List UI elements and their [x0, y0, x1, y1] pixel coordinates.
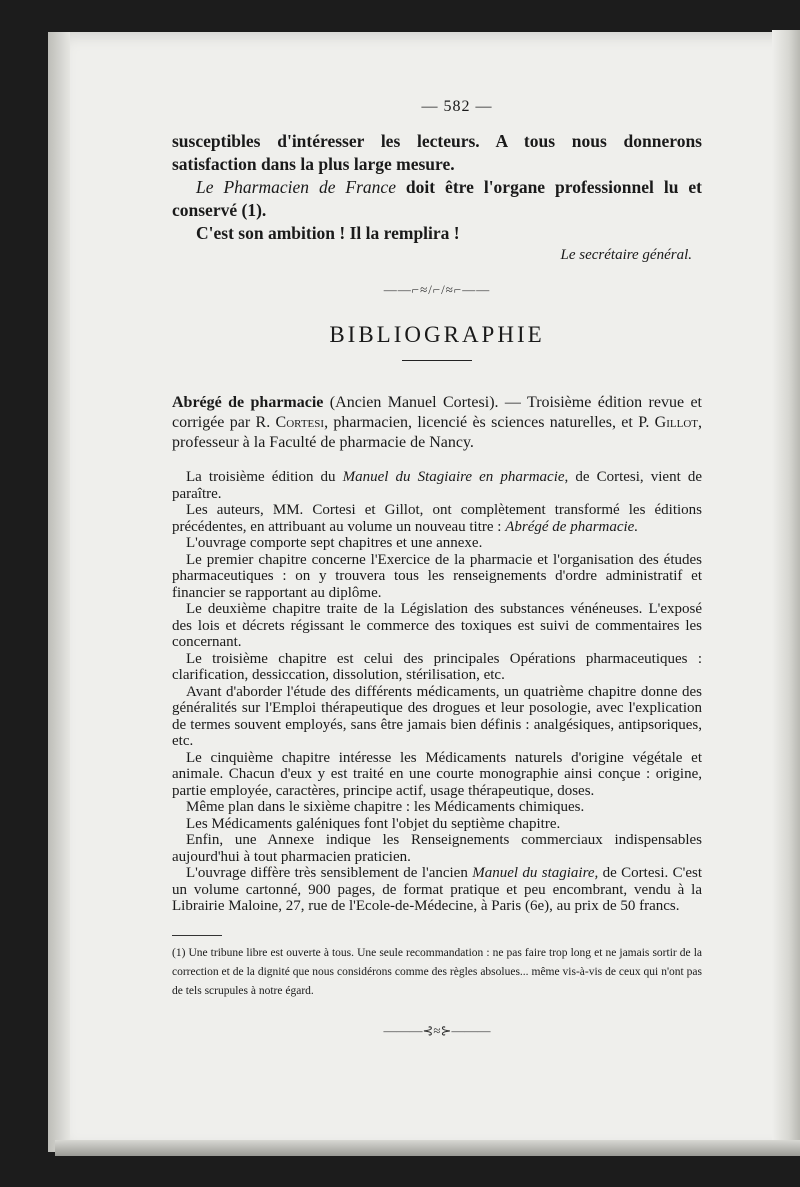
- review-paragraph: L'ouvrage comporte sept chapitres et une annexe.: [186, 535, 483, 551]
- review-paragraph: Les Médicaments galéniques font l'objet du septième chapitre.: [186, 815, 561, 832]
- page-number: — 582 —: [421, 98, 493, 115]
- review-paragraph: [172, 865, 702, 915]
- signature: Le secrétaire général.: [560, 247, 692, 263]
- review-paragraph: Le deuxième chapitre traite de la Législation des substances vénéneuses. L'exposé des lois et décrets régissant le commerce des toxiques est suivi de commentaires les concernant.: [172, 601, 702, 650]
- book-title: Manuel du stagiaire,: [472, 865, 599, 881]
- review-paragraph: Le troisième chapitre est celui des principales Opérations pharmaceutiques : clarification, dessiccation, dissolution, stérilisation, etc.: [172, 650, 702, 683]
- page-content: [172, 98, 702, 1039]
- bibliography-entry: [172, 393, 702, 453]
- text-run: Les auteurs, MM. Cortesi et Gillot, ont complètement transformé les éditions précédentes, en attribuant au volume un nouveau titre :: [172, 502, 702, 535]
- text-run: , de Cortesi, vient de paraître.: [172, 469, 702, 502]
- closing-paragraph-3: C'est son ambition ! Il la remplira !: [196, 223, 460, 243]
- closing-paragraph-2-text: doit être l'organe professionnel lu et conservé (1).: [172, 177, 702, 220]
- text-run: de Cortesi. C'est un volume cartonné, 900 pages, de format pratique et peu encombrant, vendu à la Librairie Maloine, 27, rue de l'Ecole-de-Médecine, à Paris (6e), au prix de 50 francs.: [172, 865, 702, 914]
- book-title: Abrégé de pharmacie.: [505, 518, 639, 535]
- closing-paragraph-2: [172, 176, 702, 222]
- page-edge-right: [772, 30, 800, 1155]
- entry-mid: , pharmacien, licencié ès sciences naturelles, et P.: [324, 414, 655, 431]
- entry-author-2: Gillot: [654, 414, 698, 431]
- text-run: L'ouvrage diffère très sensiblement de l'ancien: [186, 865, 473, 881]
- book-title: Manuel du Stagiaire en pharmacie: [342, 469, 565, 485]
- review-paragraph: Enfin, une Annexe indique les Renseignements commerciaux indispensables aujourd'hui à tout pharmacien praticien.: [172, 832, 702, 865]
- review-paragraph: Le premier chapitre concerne l'Exercice de la pharmacie et l'organisation des études pharmaceutiques : on y trouvera tous les renseignements d'ordre administratif et financier se rapportant au diplôme.: [172, 551, 702, 601]
- review-paragraph: [172, 469, 702, 502]
- footnote-text: (1) Une tribune libre est ouverte à tous. Une seule recommandation : ne pas faire trop long et ne jamais sortir de la correction et de la dignité que nous considérons comme des règles absolues... même vis-à-vis de ceux qui n'ont pas de tels scrupules à notre égard.: [172, 946, 702, 997]
- review-body: [172, 469, 702, 915]
- closing-section: [172, 130, 702, 298]
- review-paragraph: [172, 502, 702, 535]
- separator-ornament: ——⌐≈/⌐/≈⌐——: [383, 282, 491, 297]
- review-paragraph: Même plan dans le sixième chapitre : les Médicaments chimiques.: [186, 799, 585, 815]
- journal-title: Le Pharmacien de France: [196, 177, 396, 197]
- page-edge-bottom: [55, 1140, 800, 1156]
- end-ornament: ———⊰≈⊱———: [383, 1022, 491, 1038]
- title-rule: [402, 360, 472, 361]
- review-paragraph: Le cinquième chapitre intéresse les Médicaments naturels d'origine végétale et animale. Chacun d'eux y est traité en une courte monographie ainsi conçue : origine, partie employée, caractères, principe actif, usage thérapeutique, doses.: [172, 749, 702, 799]
- entry-end: , professeur à la Faculté de pharmacie de Nancy.: [172, 414, 702, 451]
- entry-author-1: Cortesi: [275, 414, 325, 431]
- review-paragraph: Avant d'aborder l'étude des différents médicaments, un quatrième chapitre donne des généralités sur l'Emploi thérapeutique des drogues et leur posologie, avec l'explication de termes souvent employés, sans être jamais bien définis : analgésiques, antipsoriques, etc.: [172, 683, 702, 749]
- entry-intro: (Ancien Manuel Cortesi). — Troisième édition revue et corrigée par R.: [172, 394, 703, 431]
- text-run: La troisième édition du: [186, 469, 343, 485]
- page-gutter: [48, 32, 70, 1152]
- section-title: BIBLIOGRAPHIE: [329, 322, 545, 347]
- footnote: [172, 944, 702, 1001]
- closing-paragraph-1: susceptibles d'intéresser les lecteurs. A tous nous donnerons satisfaction dans la plus large mesure.: [172, 131, 702, 174]
- footnote-rule: [172, 935, 222, 936]
- entry-heading: Abrégé de pharmacie: [172, 394, 324, 411]
